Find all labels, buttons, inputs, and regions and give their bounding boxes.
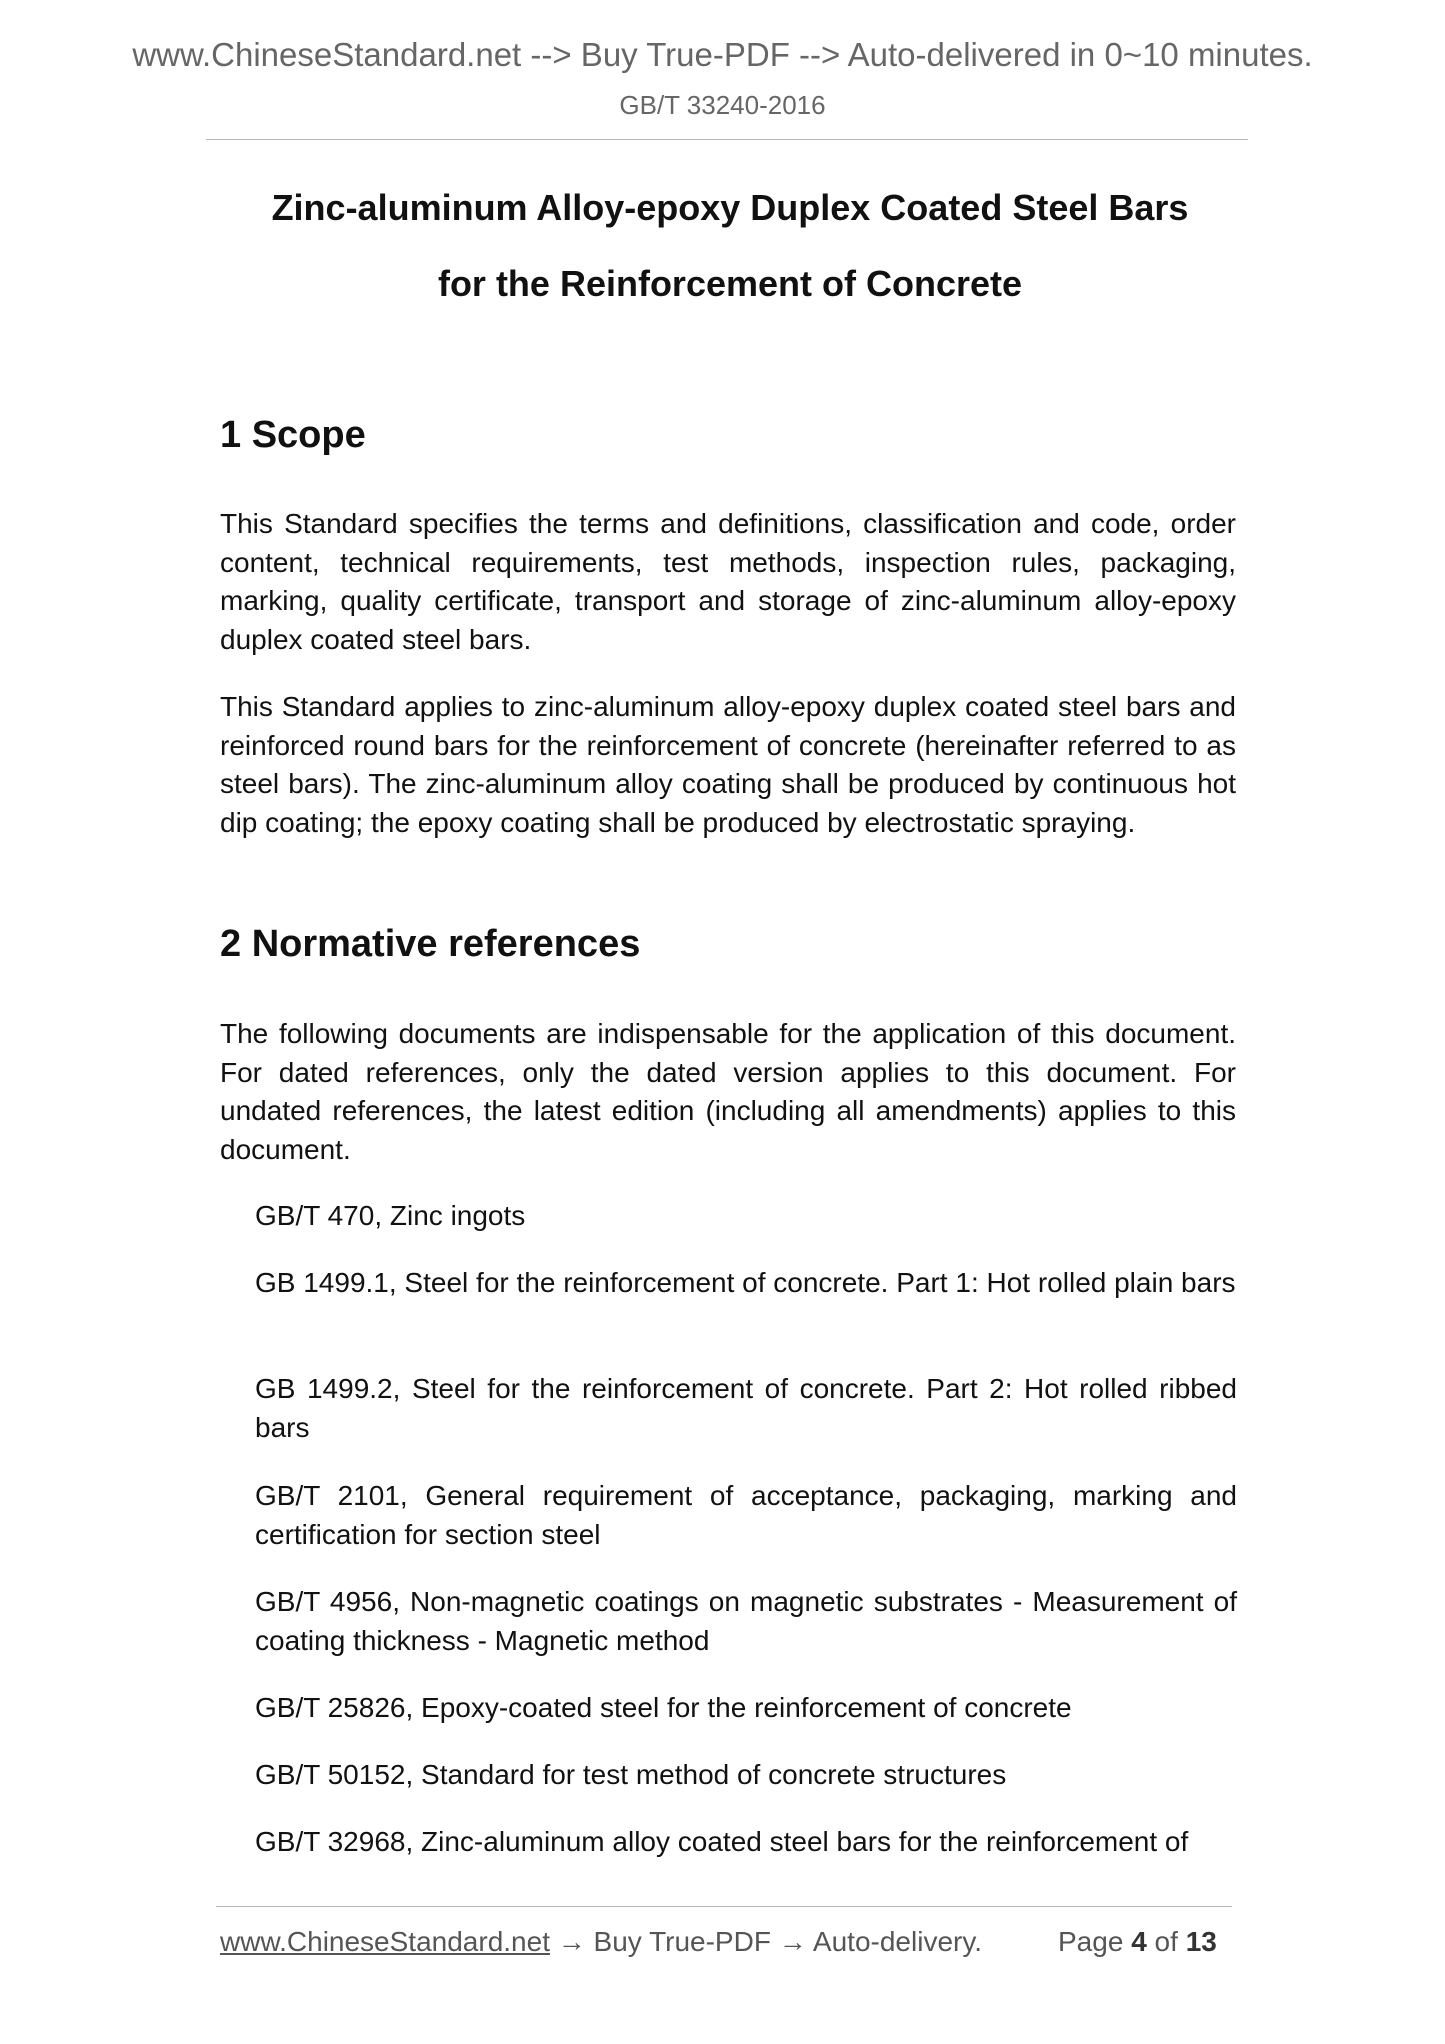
reference-item: GB/T 25826, Epoxy-coated steel for the reinforcement of concrete [255, 1692, 1072, 1723]
reference-item: GB/T 32968, Zinc-aluminum alloy coated steel bars for the reinforcement of [255, 1826, 1189, 1857]
header-divider [206, 139, 1248, 140]
footer-promo-text: → Buy True-PDF → Auto-delivery. [549, 1926, 983, 1957]
section-heading-scope: 1 Scope [220, 414, 366, 456]
reference-item: GB/T 470, Zinc ingots [255, 1200, 526, 1231]
reference-item: GB/T 4956, Non-magnetic coatings on magnetic substrates - Measurement of coating thickness - Magnetic method [255, 1586, 1237, 1656]
normative-intro-paragraph: The following documents are indispensable for the application of this document. For dated references, only the dated version applies to this document. For undated references, the latest edition (including all amendments) applies to this document. [220, 1018, 1236, 1165]
scope-paragraph: This Standard applies to zinc-aluminum alloy-epoxy duplex coated steel bars and reinforced round bars for the reinforcement of concrete (hereinafter referred to as steel bars). The zinc-aluminum alloy coating shall be produced by continuous hot dip coating; the epoxy coating shall be produced by electrostatic spraying. [220, 691, 1236, 838]
current-page-number: 4 [1131, 1926, 1147, 1957]
scope-paragraph: This Standard specifies the terms and definitions, classification and code, order content, technical requirements, test methods, inspection rules, packaging, marking, quality certificate, transport and storage of zinc-aluminum alloy-epoxy duplex coated steel bars. [220, 508, 1236, 655]
reference-item: GB/T 50152, Standard for test method of concrete structures [255, 1759, 1007, 1790]
page-indicator [1058, 1926, 1217, 1958]
of-word: of [1154, 1926, 1178, 1957]
header-standard-code: GB/T 33240-2016 [619, 90, 826, 120]
page-word: Page [1058, 1926, 1124, 1957]
footer-promo [220, 1926, 982, 1958]
footer-divider [216, 1906, 1232, 1907]
header-banner: www.ChineseStandard.net --> Buy True-PDF --> Auto-delivered in 0~10 minutes. [132, 36, 1313, 73]
reference-item: GB 1499.2, Steel for the reinforcement of concrete. Part 2: Hot rolled ribbed bars [255, 1373, 1237, 1443]
footer-website-link[interactable]: www.ChineseStandard.net [220, 1926, 550, 1957]
document-title-line2: for the Reinforcement of Concrete [437, 263, 1023, 304]
reference-item: GB/T 2101, General requirement of acceptance, packaging, marking and certification for section steel [255, 1480, 1237, 1550]
reference-item: GB 1499.1, Steel for the reinforcement of concrete. Part 1: Hot rolled plain bars [255, 1267, 1236, 1298]
total-pages-number: 13 [1185, 1926, 1217, 1957]
document-title-line1: Zinc-aluminum Alloy-epoxy Duplex Coated Steel Bars [271, 187, 1189, 228]
section-heading-normative-references: 2 Normative references [220, 923, 641, 965]
